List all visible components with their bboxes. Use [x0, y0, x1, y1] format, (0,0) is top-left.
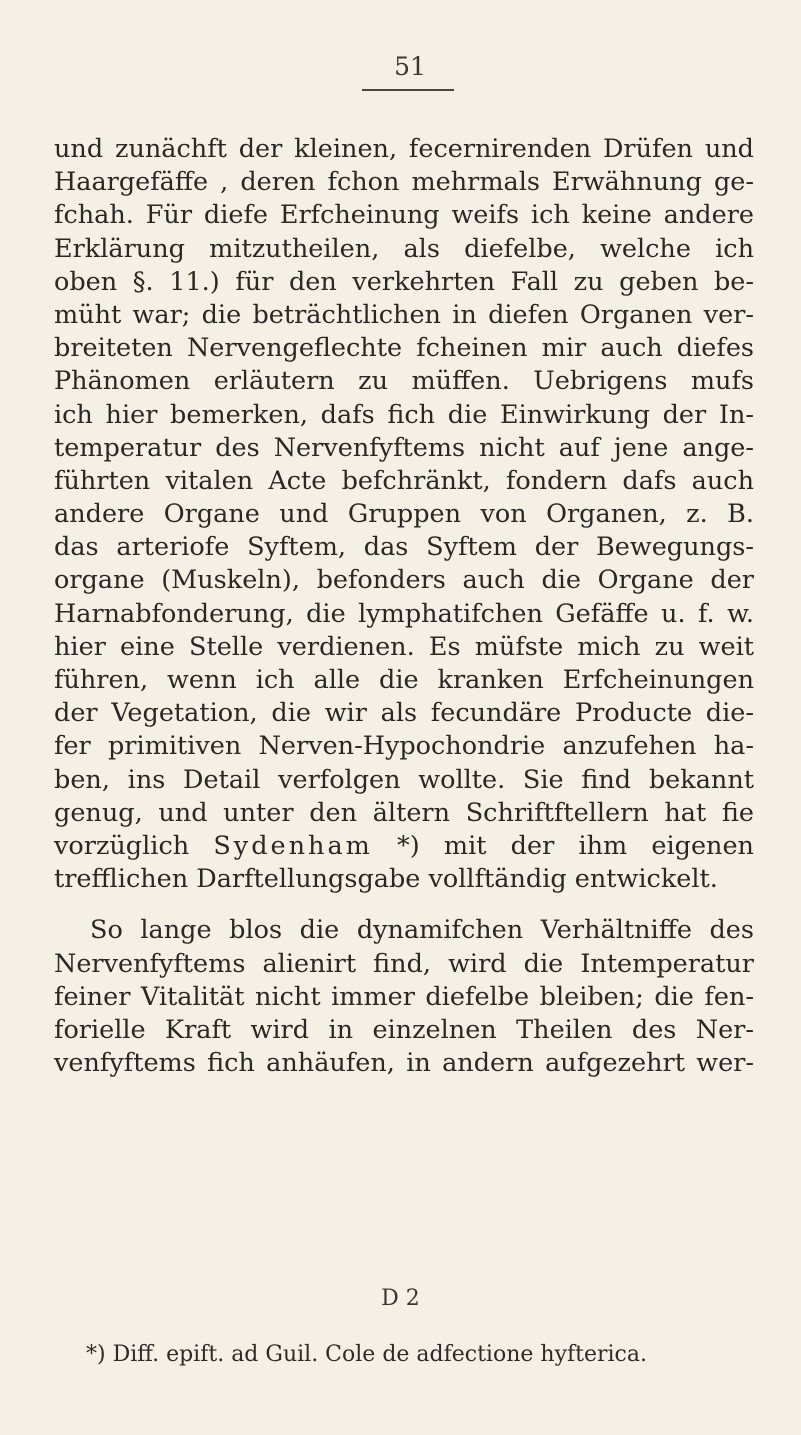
paragraph: [54, 133, 754, 896]
text-line: Haargefäffe , deren fchon mehrmals Erwähnung ge-: [54, 167, 754, 198]
text-line: Erklärung mitzutheilen, als diefelbe, welche ich: [54, 233, 754, 264]
text-line: führen, wenn ich alle die kranken Erfcheinungen: [54, 665, 754, 695]
text-line: So lange blos die dynamifchen Verhältniffe des: [90, 915, 754, 946]
page-number: 51: [394, 52, 426, 81]
text-line: forielle Kraft wird in einzelnen Theilen des Ner-: [54, 1014, 754, 1045]
text-line: das arteriofe Syftem, das Syftem der Bewegungs-: [54, 532, 754, 563]
text-line: und zunächft der kleinen, fecernirenden Drüfen und: [54, 134, 754, 164]
text-line: hier eine Stelle verdienen. Es müfste mich zu weit: [54, 631, 754, 662]
text-line: ben, ins Detail verfolgen wollte. Sie find bekannt: [54, 764, 754, 795]
text-line: genug, und unter den ältern Schriftftellern hat fie: [54, 797, 754, 828]
page-number-rule: [362, 89, 454, 91]
footnote: *) Diff. epift. ad Guil. Cole de adfectione hyfterica.: [86, 1342, 647, 1367]
text-line: andere Organe und Gruppen von Organen, z. B.: [54, 499, 754, 530]
text-line: der Vegetation, die wir als fecundäre Producte die-: [54, 698, 754, 729]
paragraph-gap: [54, 896, 754, 914]
spaced-name: Sydenham: [213, 830, 373, 861]
text-line: trefflichen Darftellungsgabe vollftändig entwickelt.: [54, 864, 718, 895]
text-line: oben §. 11.) für den verkehrten Fall zu geben be-: [54, 266, 754, 297]
text-line: temperatur des Nervenfyftems nicht auf jene ange-: [54, 432, 754, 463]
body-text: [54, 133, 754, 1080]
text-line: müht war; die beträchtlichen in diefen Organen ver-: [54, 299, 754, 330]
text-line: breiteten Nervengeflechte fcheinen mir auch diefes: [54, 333, 754, 364]
text-line: Phänomen erläutern zu müffen. Uebrigens mufs: [54, 366, 754, 397]
paragraph: [54, 914, 754, 1080]
text-line: organe (Muskeln), befonders auch die Organe der: [54, 565, 754, 596]
text-line: fchah. Für diefe Erfcheinung weifs ich keine andere: [54, 200, 754, 231]
text-line: feiner Vitalität nicht immer diefelbe bleiben; die fen-: [54, 981, 754, 1012]
text-line: vorzüglich Sydenham *) mit der ihm eigenen: [54, 830, 754, 861]
text-line: Harnabfonderung, die lymphatifchen Gefäffe u. f. w.: [54, 598, 754, 629]
signature-mark: D 2: [381, 1286, 420, 1311]
text-line: führten vitalen Acte befchränkt, fondern dafs auch: [54, 465, 754, 496]
text-line: ich hier bemerken, dafs fich die Einwirkung der In-: [54, 399, 754, 430]
text-line: venfyftems fich anhäufen, in andern aufgezehrt wer-: [54, 1048, 754, 1079]
text-line: Nervenfyftems alienirt find, wird die Intemperatur: [54, 948, 754, 979]
text-line: fer primitiven Nerven-Hypochondrie anzufehen ha-: [54, 731, 754, 762]
